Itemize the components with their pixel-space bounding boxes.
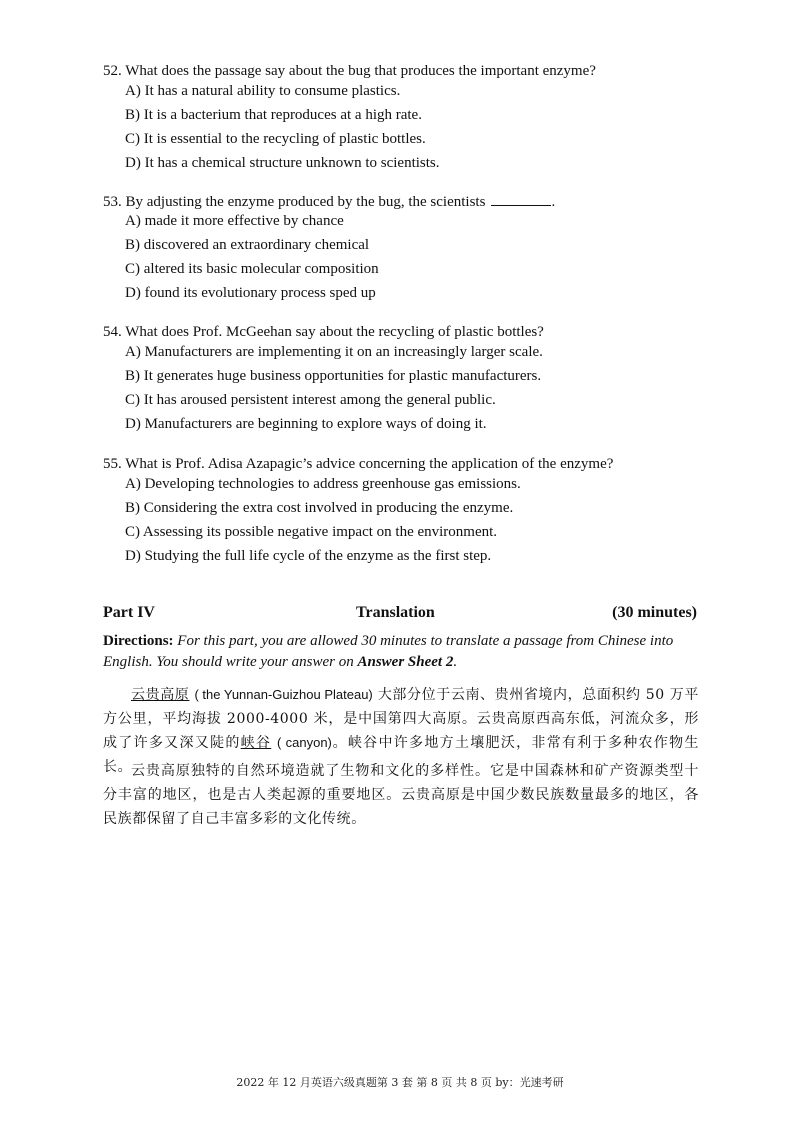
- directions: [103, 631, 699, 673]
- question-54: [103, 322, 703, 438]
- question-53: [103, 191, 703, 307]
- option-d: D) It has a chemical structure unknown to scientists.: [125, 155, 440, 171]
- option-a: A) made it more effective by chance: [125, 213, 344, 229]
- answer-blank: [491, 191, 551, 206]
- option-c: C) Assessing its possible negative impact on the environment.: [125, 524, 498, 540]
- directions-text: For this part, you are allowed 30 minutes to translate a passage from Chinese into English. You should write your answer on: [103, 633, 674, 670]
- translation-paragraph-2: 云贵高原独特的自然环境造就了生物和文化的多样性。它是中国森林和矿产资源类型十分丰富的地区，也是古人类起源的重要地区。云贵高原是中国少数民族数量最多的地区，各民族都保留了自己丰富多彩的文化传统。: [103, 763, 699, 827]
- option-b: B) discovered an extraordinary chemical: [125, 237, 370, 253]
- option-a: A) Manufacturers are implementing it on an increasingly larger scale.: [125, 344, 543, 360]
- question-stem: 54. What does Prof. McGeehan say about the recycling of plastic bottles?: [103, 324, 544, 340]
- option-b: B) Considering the extra cost involved in producing the enzyme.: [125, 500, 514, 516]
- option-b: B) It is a bacterium that reproduces at a high rate.: [125, 107, 422, 123]
- question-52: [103, 61, 703, 177]
- question-stem-text: 53. By adjusting the enzyme produced by the bug, the scientists: [103, 194, 486, 210]
- directions-end: .: [453, 654, 458, 670]
- question-stem: 52. What does the passage say about the bug that produces the important enzyme?: [103, 63, 596, 79]
- question-55: [103, 454, 703, 570]
- part-title: Translation: [356, 604, 435, 621]
- option-c: C) It has aroused persistent interest among the general public.: [125, 392, 496, 408]
- part-time: (30 minutes): [612, 604, 697, 621]
- directions-label: Directions:: [103, 633, 174, 649]
- part-label: Part IV: [103, 604, 155, 621]
- paragraph-text: 大部分位于云南、贵州省境内，总面积约 50 万平方公里，平均海拔 2000-4000 米，是中国第四大高原。云贵高原西高东低，河流众多，形成了许多又深又陡的: [103, 687, 699, 751]
- option-d: D) Manufacturers are beginning to explore ways of doing it.: [125, 416, 487, 432]
- option-a: A) Developing technologies to address greenhouse gas emissions.: [125, 476, 521, 492]
- english-gloss: ( the Yunnan-Guizhou Plateau): [194, 687, 373, 702]
- underlined-term: 云贵高原: [131, 687, 190, 703]
- question-stem: [103, 191, 703, 211]
- option-a: A) It has a natural ability to consume plastics.: [125, 83, 401, 99]
- option-b: B) It generates huge business opportunities for plastic manufacturers.: [125, 368, 542, 384]
- question-stem: 55. What is Prof. Adisa Azapagic’s advice concerning the application of the enzyme?: [103, 456, 614, 472]
- option-c: C) It is essential to the recycling of plastic bottles.: [125, 131, 426, 147]
- option-d: D) Studying the full life cycle of the enzyme as the first step.: [125, 548, 492, 564]
- paragraph-text: 。峡谷中许多地方土壤肥沃，非常有利于多种农作物生长。: [103, 735, 699, 775]
- part-header: [103, 604, 697, 626]
- page-footer: 2022 年 12 月英语六级真题第 3 套 第 8 页 共 8 页 by：光速考研: [236, 1076, 564, 1089]
- underlined-term: 峡谷: [240, 735, 272, 751]
- english-gloss: ( canyon): [277, 735, 332, 750]
- question-stem-end: .: [551, 194, 556, 210]
- answer-sheet-label: Answer Sheet 2: [357, 654, 454, 670]
- option-d: D) found its evolutionary process sped up: [125, 285, 376, 301]
- option-c: C) altered its basic molecular composition: [125, 261, 379, 277]
